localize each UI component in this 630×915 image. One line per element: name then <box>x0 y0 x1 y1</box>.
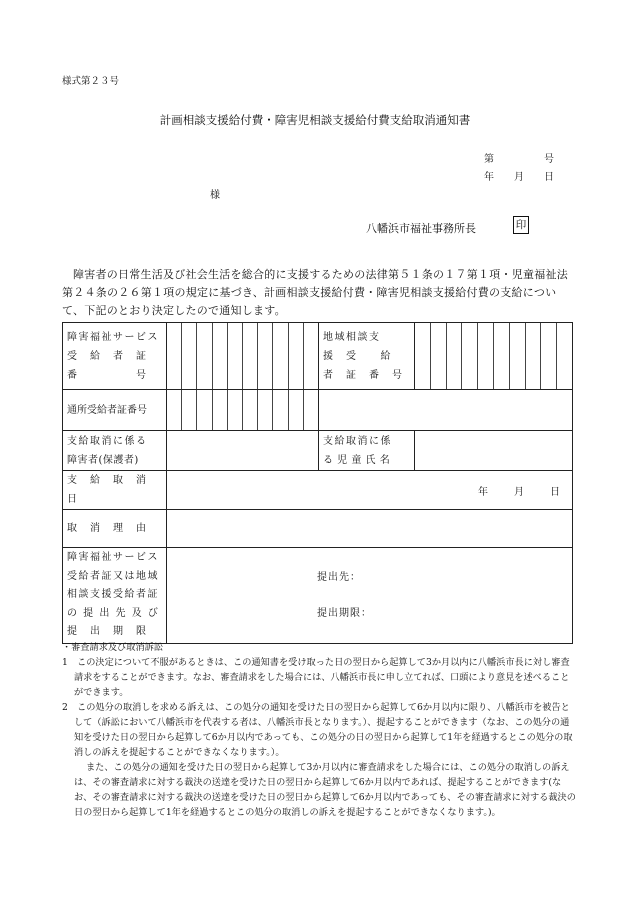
welfare-cert-label: 障害福祉サービス 受 給 者 証 番 号 <box>63 323 167 390</box>
welfare-cert-number-boxes[interactable] <box>167 323 319 390</box>
issuer-name: 八幡浜市福祉事務所長 <box>366 222 476 235</box>
table-row <box>63 431 573 471</box>
notes-heading: ・審査請求及び取消訴訟 <box>62 642 164 653</box>
info-table <box>62 322 573 644</box>
child-label: 支給取消に係 る 児 童 氏 名 <box>319 431 415 471</box>
document-number: 第 号 <box>484 154 554 165</box>
jisho-number-label: 通所受給者証番号 <box>63 390 167 431</box>
person-name-field[interactable] <box>167 431 319 471</box>
seal-mark: 印 <box>513 216 529 234</box>
appeal-notes <box>62 640 576 820</box>
table-row <box>63 510 573 548</box>
reason-field[interactable] <box>167 510 573 548</box>
table-row <box>63 471 573 510</box>
table-row <box>63 323 573 390</box>
submit-deadline-label: 提出期限： <box>317 607 372 619</box>
table-row <box>63 390 573 431</box>
community-cert-label: 地域相談支 援 受 給 者 証 番 号 <box>319 323 415 390</box>
addressee-suffix: 様 <box>210 190 220 201</box>
notes-item-2: 2 この処分の取消しを求める訴えは、この処分の通知を受けた日の翌日から起算して6か月以内に限り、八幡浜市を被告として（訴訟において八幡浜市を代表する者は、八幡浜市長となります。）、提起することができます（なお、この処分の通知を受けた日の翌日から起算して6か月以内であっても、この処分の日の翌日から起算して1年を経過するとこの処分の取消しの訴えを提起することができなくなります。）。 <box>62 702 573 758</box>
cancel-date-label: 支 給 取 消 日 <box>63 471 167 510</box>
submit-to-label: 提出先： <box>317 571 361 583</box>
submit-label: 障害福祉サービス 受給者証又は地域 相談支援受給者証 の 提 出 先 及 び 提 出 期 限 <box>63 548 167 644</box>
document-title: 計画相談支援給付費・障害児相談支援給付費支給取消通知書 <box>159 113 471 127</box>
child-name-field[interactable] <box>415 431 573 471</box>
notice-body: 障害者の日常生活及び社会生活を総合的に支援するための法律第５１条の１７第１項・児童福祉法第２４条の２６第１項の規定に基づき、計画相談支援給付費・障害児相談支援給付費の支給について、下記のとおり決定したので通知します。 <box>62 268 568 317</box>
person-label: 支給取消に係る 障害者(保護者) <box>63 431 167 471</box>
reason-label: 取 消 理 由 <box>63 510 167 548</box>
notes-item-2-continued: また、この処分の通知を受けた日の翌日から起算して3か月以内に審査請求をした場合には、この処分の取消しの訴えは、その審査請求に対する裁決の送達を受けた日の翌日から起算して6か月以内であれば、提起することができます(なお、その審査請求に対する裁決の送達を受けた日の翌日から起算して6か月以内であっても、その審査請求に対する裁決の日の翌日から起算して1年を経過するとこの処分の取消しの訴えを提起することができなくなります。)。 <box>74 762 576 818</box>
cancel-date-field[interactable]: 年 月 日 <box>167 471 573 510</box>
submit-field[interactable] <box>167 548 573 644</box>
form-number: 様式第２３号 <box>62 76 120 87</box>
notes-item-1: 1 この決定について不服があるときは、この通知書を受け取った日の翌日から起算して3か月以内に八幡浜市長に対し審査請求をすることができます。なお、審査請求をした場合には、八幡浜市長に申し立てれば、口頭により意見を述べることができます。 <box>62 657 570 698</box>
jisho-blank <box>319 390 573 431</box>
community-cert-number-boxes[interactable] <box>415 323 573 390</box>
issue-date: 年 月 日 <box>484 172 554 183</box>
jisho-number-boxes[interactable] <box>167 390 319 431</box>
table-row <box>63 548 573 644</box>
